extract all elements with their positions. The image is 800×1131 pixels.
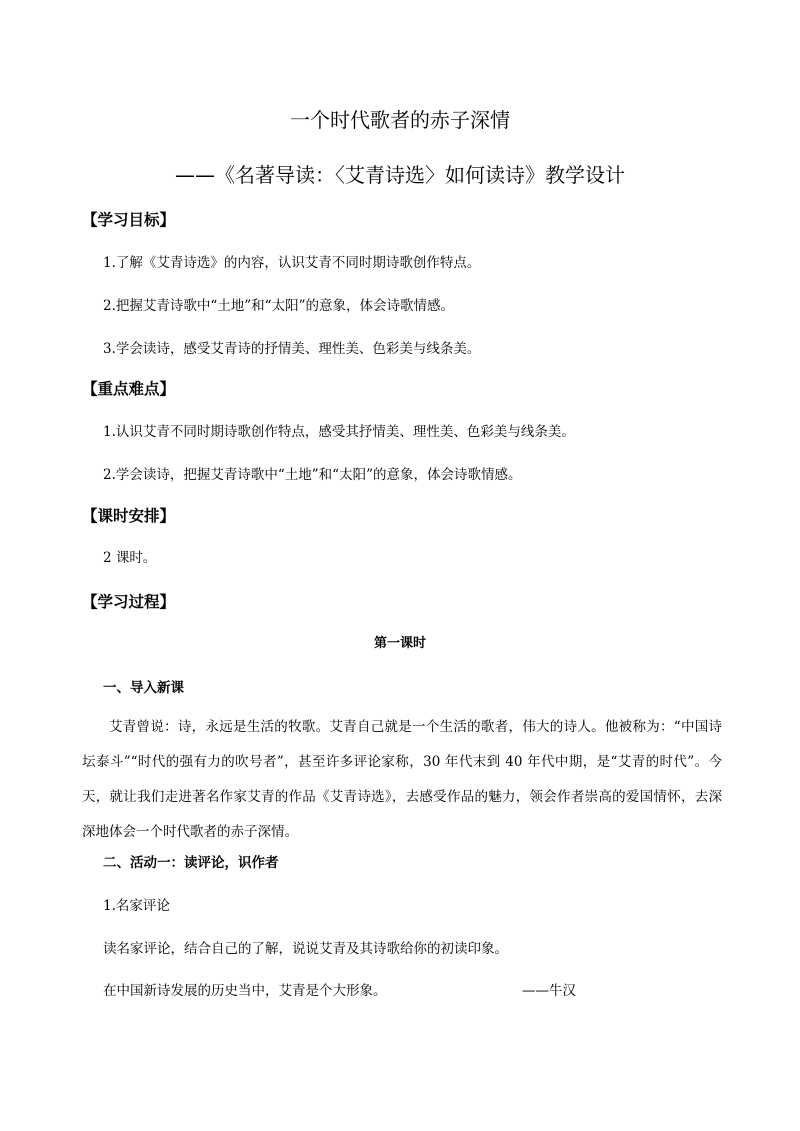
- schedule-text: 2 课时。: [103, 550, 157, 566]
- goal-item-2: 2.把握艾青诗歌中“土地”和“太阳”的意象，体会诗歌情感。: [103, 298, 454, 314]
- section-heading-goals: 【学习目标】: [82, 211, 176, 229]
- section-heading-keypoints: 【重点难点】: [82, 380, 176, 398]
- section-heading-schedule: 【课时安排】: [82, 507, 176, 525]
- part1-heading: 一、导入新课: [103, 680, 184, 696]
- goal-item-3: 3.学会读诗，感受艾青诗的抒情美、理性美、色彩美与线条美。: [103, 341, 481, 357]
- quote-text: 在中国新诗发展的历史当中，艾青是个大形象。: [103, 983, 387, 999]
- part2-heading: 二、活动一：读评论，识作者: [103, 855, 279, 871]
- section-heading-process: 【学习过程】: [82, 593, 176, 611]
- intro-paragraph: 艾青曾说：诗，永远是生活的牧歌。艾青自己就是一个生活的歌者，伟大的诗人。他被称为：“中国诗坛泰斗”“时代的强有力的吹号者”，甚至许多评论家称，30 年代末到 40 年代中期，是“艾青的时代”。今天，就让我们走进著名作家艾青的作品《艾青诗选》，去感受作品的魅力，领会作者崇高的爱国情怀，去深深地体会一个时代歌者的赤子深情。: [82, 719, 722, 840]
- document-title: 一个时代歌者的赤子深情: [290, 108, 510, 132]
- part2-item: 1.名家评论: [103, 898, 170, 914]
- goal-item-1: 1.了解《艾青诗选》的内容，认识艾青不同时期诗歌创作特点。: [103, 255, 481, 271]
- lesson-title: 第一课时: [373, 636, 426, 651]
- keypoint-item-1: 1.认识艾青不同时期诗歌创作特点，感受其抒情美、理性美、色彩美与线条美。: [103, 424, 575, 440]
- part2-instruction: 读名家评论，结合自己的了解，说说艾青及其诗歌给你的初读印象。: [103, 941, 508, 957]
- document-subtitle: ——《名著导读：〈艾青诗选〉如何读诗》教学设计: [175, 163, 625, 187]
- quote-author: ——牛汉: [522, 983, 576, 999]
- keypoint-item-2: 2.学会读诗，把握艾青诗歌中“土地”和“太阳”的意象，体会诗歌情感。: [103, 467, 522, 483]
